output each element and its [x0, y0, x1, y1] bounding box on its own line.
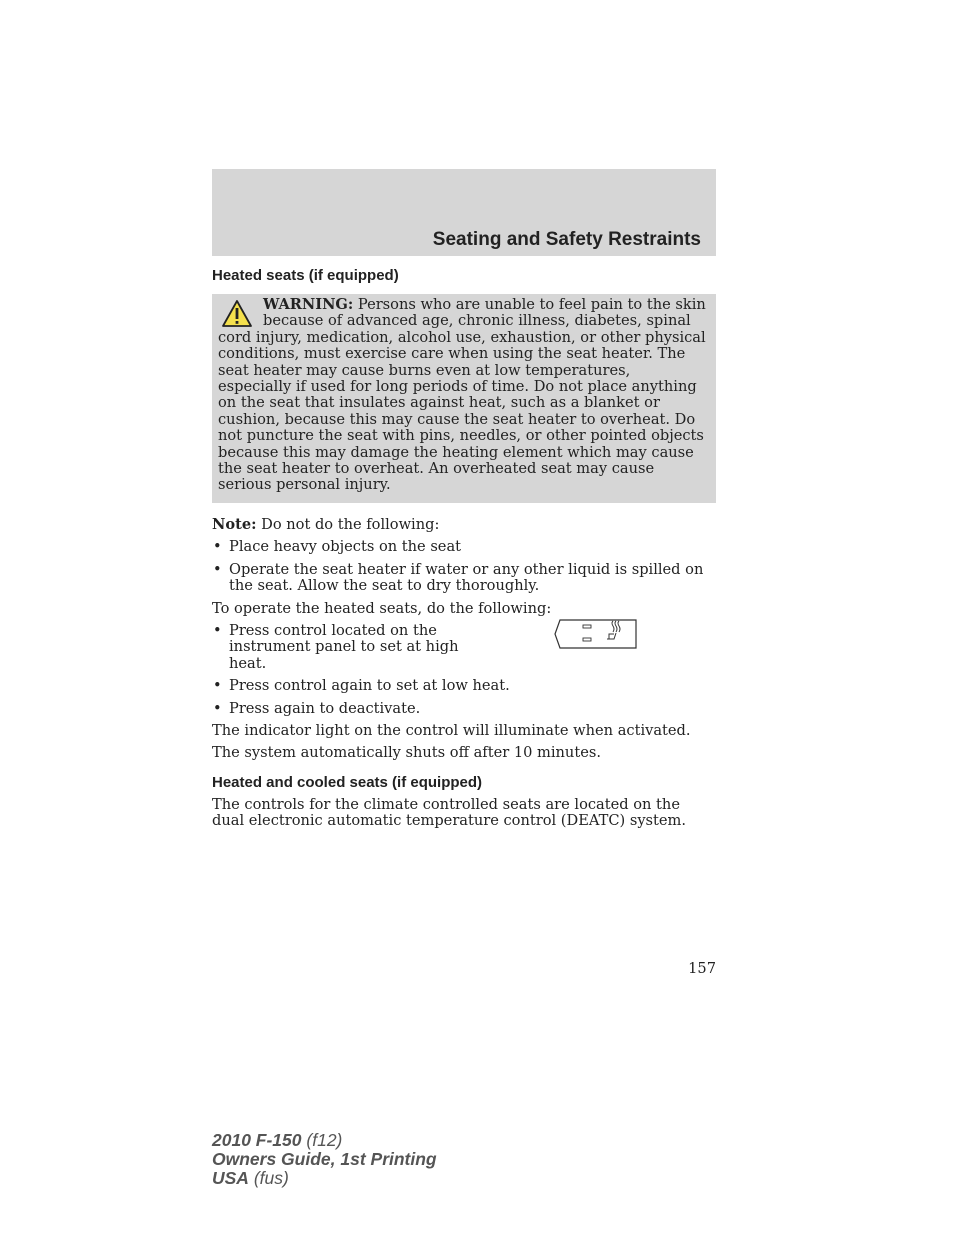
note-label: Note:	[212, 515, 257, 533]
operate-bullet-list	[212, 623, 716, 717]
bullet-dot: •	[213, 699, 222, 717]
warning-triangle-icon	[221, 299, 253, 329]
page-number: 157	[688, 960, 716, 977]
shutoff-paragraph: The system automatically shuts off after 10 minutes.	[212, 744, 601, 762]
bullet-dot: •	[213, 538, 222, 556]
page-title: Seating and Safety Restraints	[432, 229, 701, 250]
list-item: • Press control again to set at low heat.	[213, 677, 510, 695]
section-heading-heated-cooled-seats: Heated and cooled seats (if equipped)	[212, 773, 483, 791]
section-heading-heated-seats: Heated seats (if equipped)	[212, 267, 399, 284]
warning-box	[212, 294, 716, 503]
bullet-dot: •	[213, 677, 222, 695]
operate-intro: To operate the heated seats, do the following:	[212, 599, 552, 617]
indicator-paragraph: The indicator light on the control will illuminate when activated.	[212, 721, 691, 739]
list-item: • Operate the seat heater if water or any other liquid is spilled on the seat. Allow the seat to dry thoroughly.	[213, 560, 704, 595]
note-paragraph	[212, 517, 716, 533]
list-item: • Press again to deactivate.	[213, 699, 421, 717]
footer-line-1: 2010 F-150 (f12)	[212, 1130, 343, 1150]
list-item: • Place heavy objects on the seat	[213, 538, 462, 556]
bullet-dot: •	[213, 560, 222, 578]
note-bullet-list	[212, 539, 716, 594]
header-band	[212, 169, 716, 256]
list-item: • Press control located on the instrument panel to set at high heat.	[212, 623, 716, 672]
page-content	[212, 267, 716, 830]
warning-text: Persons who are unable to feel pain to the skin because of advanced age, chronic illness, diabetes, spinal cord injury, medication, alcohol use, exhaustion, or other physical conditions, must exercise care when using the seat heater. The seat heater may cause burns even at low temperatures, especially if used for long periods of time. Do not place anything on the seat that insulates against heat, such as a blanket or cushion, because this may cause the seat heater to overheat. Do not puncture the seat with pins, needles, or other pointed objects because this may damage the heating element which may cause the seat heater to overheat. An overheated seat may cause serious personal injury.	[218, 296, 706, 494]
bullet-dot: •	[213, 621, 222, 639]
warning-label: WARNING:	[263, 296, 354, 313]
footer	[212, 1131, 437, 1188]
heated-seat-control-icon	[554, 619, 638, 649]
climate-controls-paragraph: The controls for the climate controlled seats are located on the dual electronic automatic temperature control (DEATC) system.	[212, 795, 687, 830]
footer-line-3: USA (fus)	[212, 1168, 289, 1188]
note-text: Do not do the following:	[261, 515, 440, 533]
footer-line-2: Owners Guide, 1st Printing	[212, 1149, 437, 1169]
